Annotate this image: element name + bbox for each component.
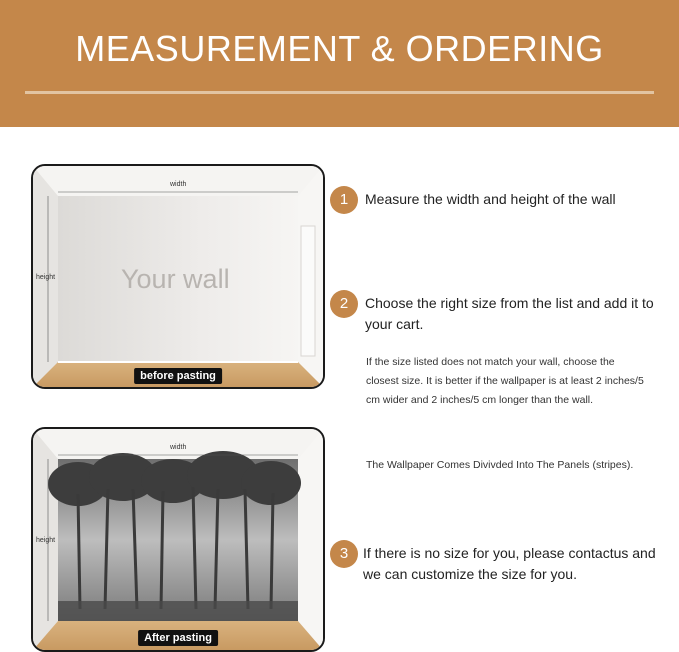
header-banner: [0, 0, 679, 127]
before-pasting-image: [31, 164, 325, 389]
width-label: width: [170, 444, 187, 451]
forest-mural-room-illustration: [33, 429, 323, 650]
after-pasting-badge: After pasting: [138, 630, 218, 646]
step-2-text: Choose the right size from the list and add it to your cart.: [365, 295, 654, 332]
step-2-number: 2: [330, 290, 358, 318]
before-pasting-badge: before pasting: [134, 368, 222, 384]
header-divider: [25, 91, 654, 94]
panels-note: The Wallpaper Comes Divivded Into The Panels (stripes).: [366, 459, 634, 471]
after-pasting-image: [31, 427, 325, 652]
step-1-text: Measure the width and height of the wall: [365, 191, 616, 207]
your-wall-text: Your wall: [121, 264, 230, 294]
height-label: height: [36, 274, 56, 281]
width-label: width: [170, 181, 187, 188]
step-3-text: If there is no size for you, please contactus and we can customize the size for you.: [363, 545, 656, 582]
page-title: MEASUREMENT & ORDERING: [75, 28, 604, 69]
step-3-number: 3: [330, 540, 358, 568]
height-label: height: [36, 537, 56, 544]
size-note: If the size listed does not match your wall, choose the closest size. It is better if the wallpaper is at least 2 inches/5 cm wider and 2 inches/5 cm longer than the wall.: [366, 356, 644, 406]
step-1-number: 1: [330, 186, 358, 214]
